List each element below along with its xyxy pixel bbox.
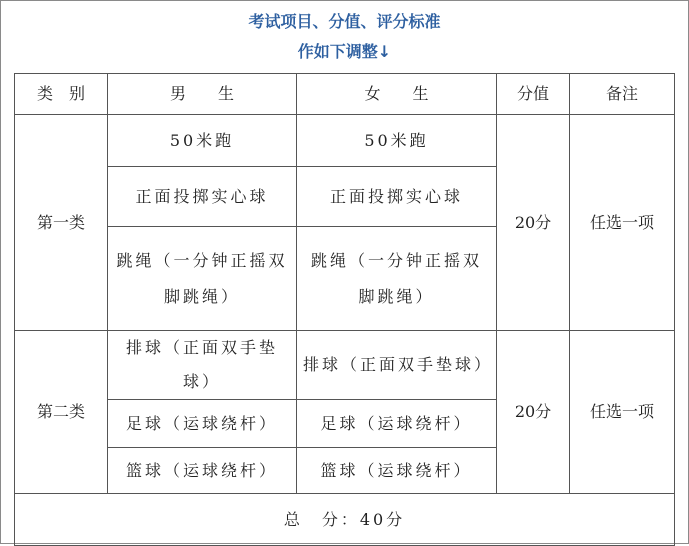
col-header-category: 类 别: [15, 74, 108, 115]
col-header-note: 备注: [570, 74, 675, 115]
score-cell-2: 20分: [497, 331, 570, 494]
category-cell-1: 第一类: [15, 115, 108, 331]
male-item-cell: 篮球（运球绕杆）: [108, 448, 297, 494]
total-row: [15, 494, 675, 546]
title-line-1: 考试项目、分值、评分标准: [248, 12, 441, 31]
male-item-cell: 正面投掷实心球: [108, 167, 297, 227]
female-item-cell: 篮球（运球绕杆）: [297, 448, 497, 494]
exam-table: [14, 73, 675, 546]
note-cell-2: 任选一项: [570, 331, 675, 494]
title-line-2: 作如下调整↓: [297, 42, 392, 61]
table-row: [15, 331, 675, 400]
female-item-cell: 50米跑: [297, 115, 497, 167]
note-cell-1: 任选一项: [570, 115, 675, 331]
male-item-cell: 排球（正面双手垫球）: [108, 331, 297, 400]
col-header-score: 分值: [497, 74, 570, 115]
male-item-cell: 跳绳（一分钟正摇双脚跳绳）: [108, 227, 297, 331]
total-score-cell: 总 分：40分: [15, 494, 675, 546]
table-header-row: [15, 74, 675, 115]
female-item-cell: 正面投掷实心球: [297, 167, 497, 227]
male-item-cell: 足球（运球绕杆）: [108, 400, 297, 448]
col-header-male: 男 生: [108, 74, 297, 115]
col-header-female: 女 生: [297, 74, 497, 115]
table-row: [15, 115, 675, 167]
category-cell-2: 第二类: [15, 331, 108, 494]
female-item-cell: 跳绳（一分钟正摇双脚跳绳）: [297, 227, 497, 331]
female-item-cell: 排球（正面双手垫球）: [297, 331, 497, 400]
female-item-cell: 足球（运球绕杆）: [297, 400, 497, 448]
male-item-cell: 50米跑: [108, 115, 297, 167]
score-cell-1: 20分: [497, 115, 570, 331]
